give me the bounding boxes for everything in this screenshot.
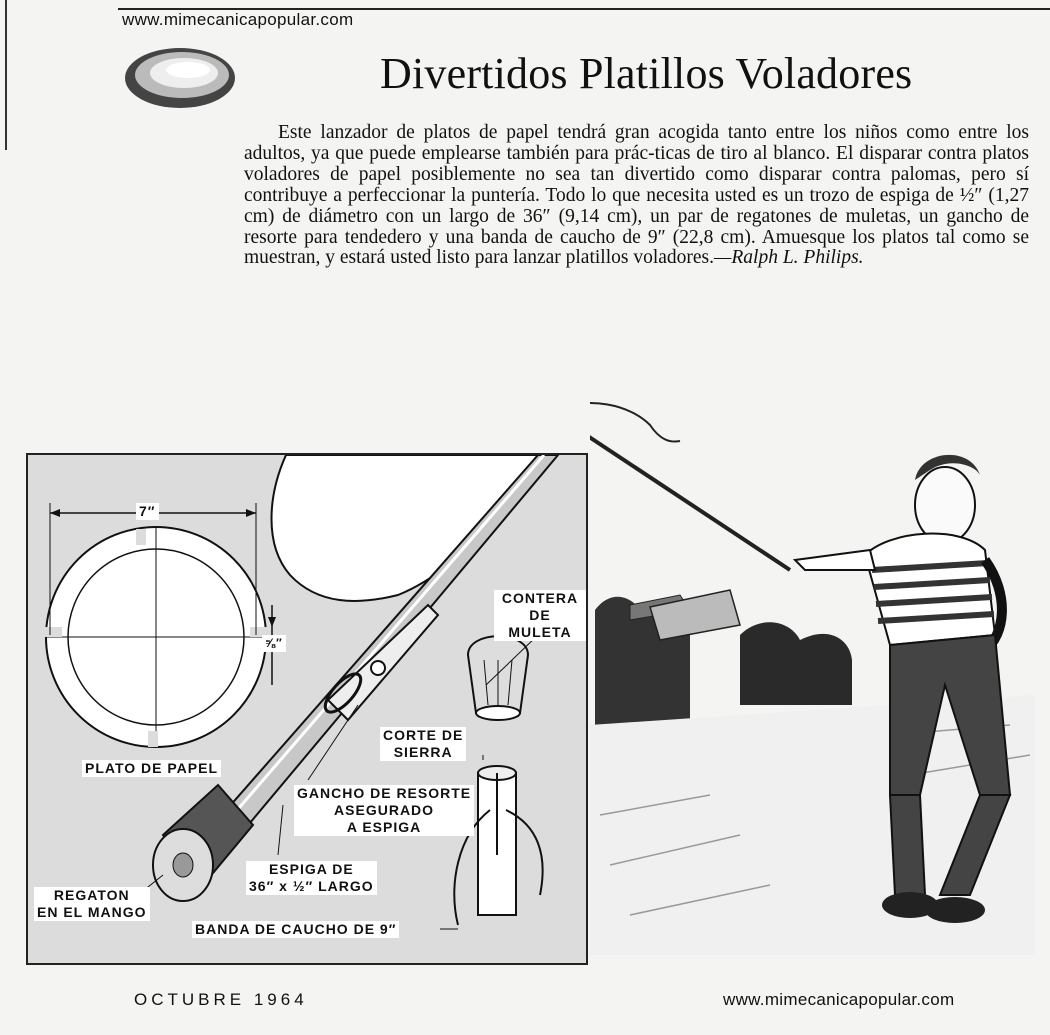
article-text: Este lanzador de platos de papel tendrá gran acogida tanto entre los niños como entre los adultos, ya que puede emplearse también para prác-ticas de tiro al blanco. El disparar contra platos voladores de papel posiblemente no sea tan divertido como disparar contra palomas, pero sí contribuye a perfeccionar la puntería. Todo lo que necesita usted es un trozo de espiga de ½″ (1,27 cm) de diámetro con un largo de 36″ (9,14 cm), un par de regatones de muletas, un gancho de resorte para tendedero y una banda de caucho de 9″ (22,8 cm). Amuesque los platos tal como se muestran, y estará usted listo para lanzar platillos voladores. bbox=[244, 122, 1029, 269]
saw-cut-label-line-2: SIERRA bbox=[393, 744, 453, 760]
dowel-label-line-2: 36″ x ½″ LARGO bbox=[249, 878, 374, 894]
spring-hook-label-line-2: ASEGURADO bbox=[334, 802, 435, 818]
spring-hook-label-line-1: GANCHO DE RESORTE bbox=[297, 785, 472, 801]
crutch-tip-label-line-1: CONTERA bbox=[501, 590, 579, 606]
dowel-label-line-1: ESPIGA DE bbox=[268, 861, 354, 877]
article-body bbox=[244, 123, 1029, 269]
saw-cut-label-line-1: CORTE DE bbox=[383, 727, 464, 743]
handle-tip-label-line-2: EN EL MANGO bbox=[37, 904, 147, 920]
spring-hook-label-line-3: A ESPIGA bbox=[346, 819, 422, 835]
boy-launching-illustration bbox=[590, 395, 1035, 965]
rubber-band-label: BANDA DE CAUCHO DE 9″ bbox=[192, 921, 399, 938]
header-url: www.mimecanicapopular.com bbox=[122, 10, 354, 29]
spring-hook-label bbox=[294, 785, 474, 836]
handle-tip-label bbox=[34, 887, 150, 921]
left-rule bbox=[5, 0, 7, 150]
crutch-tip-label-line-2: DE MULETA bbox=[508, 607, 572, 640]
dowel-label bbox=[246, 861, 377, 895]
footer-url: www.mimecanicapopular.com bbox=[723, 990, 955, 1009]
crutch-tip-label bbox=[494, 590, 586, 641]
plate-label: PLATO DE PAPEL bbox=[82, 760, 221, 777]
byline: —Ralph L. Philips. bbox=[714, 247, 864, 269]
launcher-diagram bbox=[26, 453, 588, 965]
issue-date: OCTUBRE 1964 bbox=[134, 990, 308, 1009]
article-title: Divertidos Platillos Voladores bbox=[380, 49, 913, 98]
dimension-notch-label: ⅝″ bbox=[262, 635, 286, 652]
saw-cut-label bbox=[380, 727, 466, 761]
flying-plate-illustration bbox=[122, 40, 240, 112]
handle-tip-label-line-1: REGATON bbox=[53, 887, 130, 903]
dimension-width-label: 7″ bbox=[136, 503, 159, 520]
